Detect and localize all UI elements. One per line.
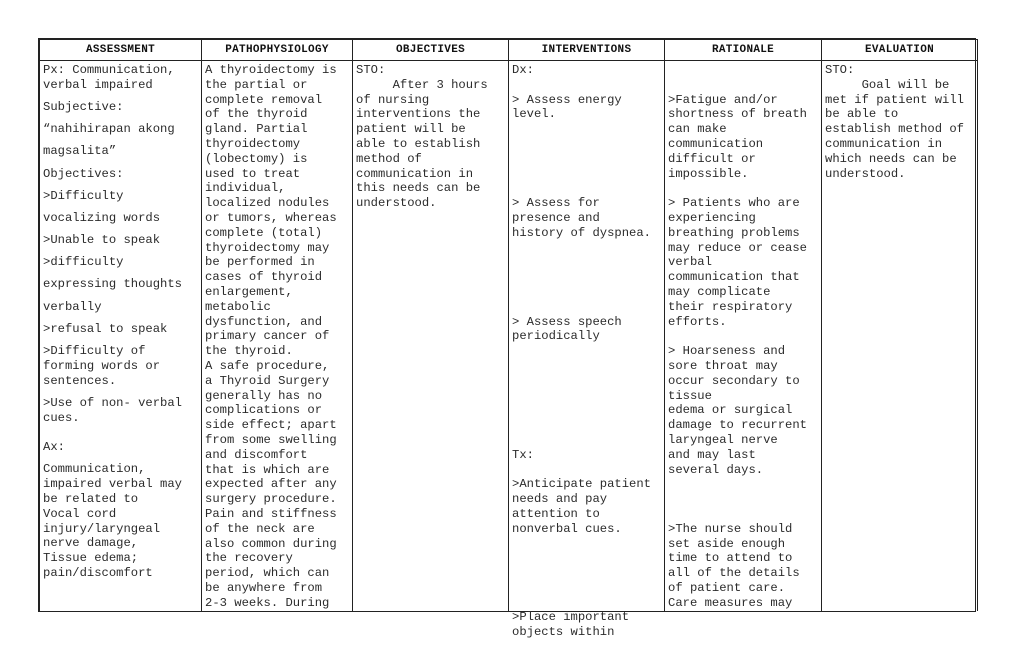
assessment-line xyxy=(43,204,199,211)
assessment-line: >Difficulty of forming words or sentences. xyxy=(43,344,161,388)
content-row xyxy=(40,61,978,612)
assessment-line xyxy=(43,433,199,440)
interventions-text: Dx: > Assess energy level. > Assess for presence and history of dyspnea. > Assess speech periodically Tx: >Anticipate patient needs and pay attention to nonverbal cues. >Place important objects within xyxy=(512,63,651,640)
evaluation-text: STO: Goal will be met if patient will be able to establish method of communication in which needs can be understood. xyxy=(825,63,964,181)
assessment-line xyxy=(43,93,199,100)
assessment-line: >refusal to speak xyxy=(43,321,168,336)
assessment-line: >Use of non- verbal cues. xyxy=(43,395,182,425)
rationale-cell xyxy=(665,61,822,612)
objectives-text: STO: After 3 hours of nursing interventions the patient will be able to establish method of communication in this needs can be understood. xyxy=(356,63,488,211)
header-rationale: RATIONALE xyxy=(665,40,822,61)
care-plan-table-frame xyxy=(38,38,976,640)
assessment-line: vocalizing words xyxy=(43,210,161,225)
header-interventions: INTERVENTIONS xyxy=(509,40,665,61)
assessment-line xyxy=(43,425,199,432)
assessment-line xyxy=(43,248,199,255)
assessment-line: verbally xyxy=(43,299,102,314)
assessment-line xyxy=(43,270,199,277)
assessment-line: Ax: xyxy=(43,440,65,455)
assessment-line: Objectives: xyxy=(43,166,124,181)
pathophysiology-text: A thyroidectomy is the partial or complete removal of the thyroid gland. Partial thyroidectomy (lobectomy) is used to treat individual, localized nodules or tumors, whereas complete (total) thyroidectomy may be performed in cases of thyroid enlargement, metabolic dysfunction, and primary cancer of the thyroid. A safe procedure, a Thyroid Surgery generally has no complications or side effect; apart from some swelling and discomfort that is which are expected after any surgery procedure. Pain and stiffness of the neck are also common during the recovery period, which can be anywhere from 2-3 weeks. During xyxy=(205,63,337,610)
assessment-line: >Difficulty xyxy=(43,188,124,203)
assessment-line: >Unable to speak xyxy=(43,233,161,248)
assessment-line: magsalita” xyxy=(43,144,117,159)
assessment-text xyxy=(43,63,199,611)
assessment-cell xyxy=(40,61,202,612)
header-evaluation: EVALUATION xyxy=(822,40,978,61)
assessment-line xyxy=(43,388,199,395)
rationale-text: >Fatigue and/or shortness of breath can make communication difficult or impossible. > Patients who are experiencing breathing problems may reduce or cease verbal communication that may complicate their respiratory efforts. > Hoarseness and sore throat may occur secondary to tissue edema or surgical damage to recurrent laryngeal nerve and may last several days. >The nurse should set aside enough time to attend to all of the details of patient care. Care measures may xyxy=(668,92,807,610)
header-objectives: OBJECTIVES xyxy=(353,40,509,61)
assessment-line: “nahihirapan akong xyxy=(43,122,175,137)
interventions-cell xyxy=(509,61,665,640)
assessment-line xyxy=(43,314,199,321)
pathophysiology-cell xyxy=(202,61,353,612)
header-row xyxy=(40,40,978,61)
assessment-line xyxy=(43,455,199,462)
header-pathophysiology: PATHOPHYSIOLOGY xyxy=(202,40,353,61)
assessment-line xyxy=(43,159,199,166)
header-assessment: ASSESSMENT xyxy=(40,40,202,61)
assessment-line: Communication, impaired verbal may be related to Vocal cord injury/laryngeal nerve damage, Tissue edema; pain/discomfort xyxy=(43,462,182,580)
assessment-line xyxy=(43,137,199,144)
assessment-line xyxy=(43,226,199,233)
assessment-line xyxy=(43,337,199,344)
assessment-line: expressing thoughts xyxy=(43,277,182,292)
nursing-care-plan-table xyxy=(39,39,978,640)
assessment-line xyxy=(43,115,199,122)
evaluation-cell xyxy=(822,61,978,612)
assessment-line: Px: Communication, verbal impaired xyxy=(43,63,175,92)
assessment-line xyxy=(43,292,199,299)
assessment-line: Subjective: xyxy=(43,99,124,114)
assessment-line xyxy=(43,181,199,188)
objectives-cell xyxy=(353,61,509,612)
assessment-line: >difficulty xyxy=(43,255,124,270)
